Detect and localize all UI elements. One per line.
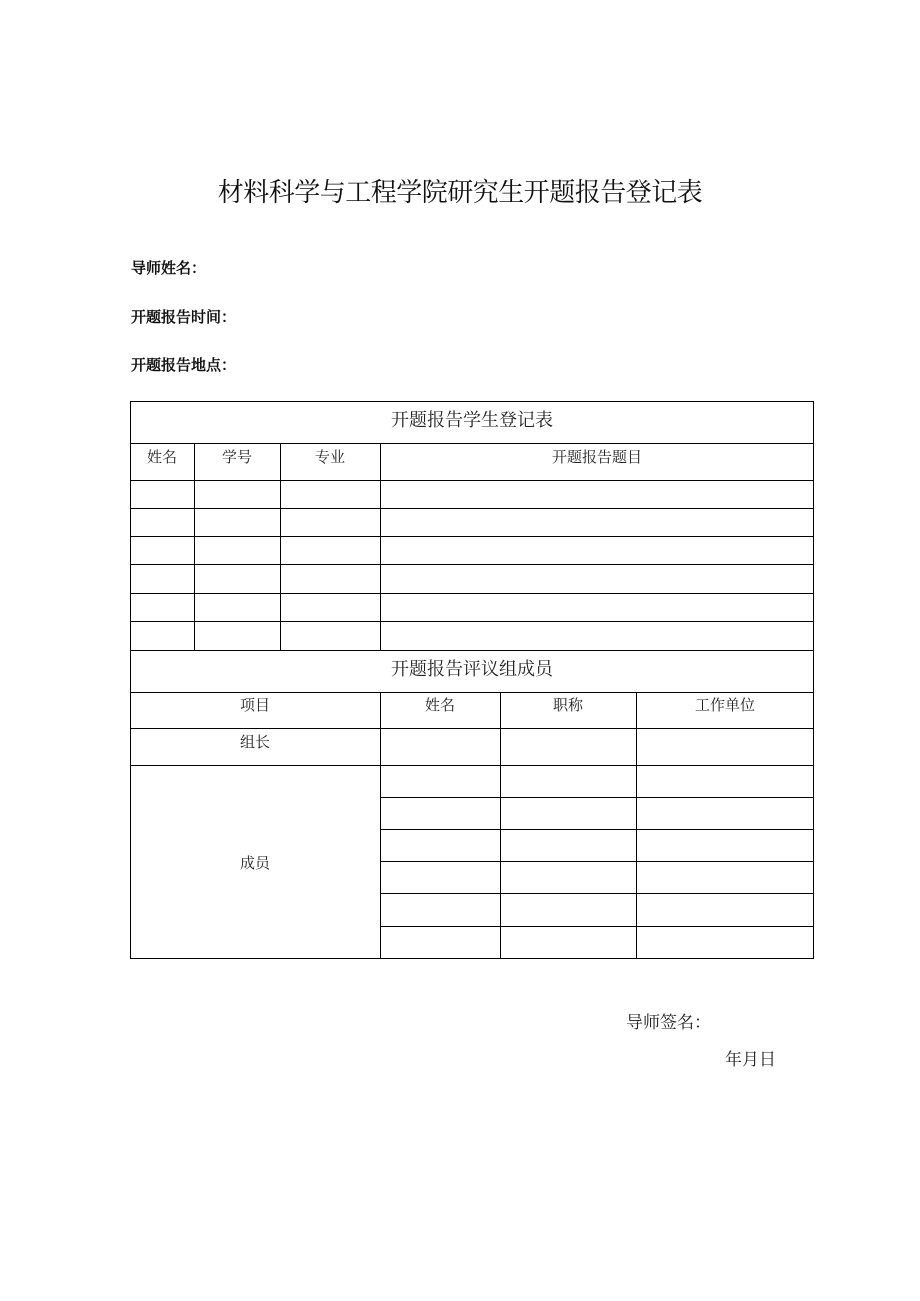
table-rule [380, 861, 814, 862]
advisor-name-label: 导师姓名： [131, 259, 207, 277]
table-rule [636, 692, 637, 959]
table-rule [130, 650, 814, 651]
table-rule [130, 564, 814, 565]
student-section-caption: 开题报告学生登记表 [391, 410, 553, 431]
table-rule [130, 728, 814, 729]
report-location-label: 开题报告地点： [131, 356, 237, 374]
table-rule [500, 692, 501, 959]
report-time-label: 开题报告时间： [131, 308, 237, 326]
committee-header-role: 项目 [239, 696, 270, 714]
signature-date-label: 年月日 [725, 1050, 776, 1070]
table-rule [380, 692, 381, 959]
table-rule [380, 797, 814, 798]
student-header-id: 学号 [221, 448, 252, 466]
leader-label: 组长 [239, 733, 270, 751]
page-title: 材料科学与工程学院研究生开题报告登记表 [217, 178, 703, 208]
table-rule [380, 443, 381, 650]
committee-header-name: 姓名 [424, 696, 455, 714]
advisor-signature-label: 导师签名： [626, 1013, 711, 1033]
table-border-bottom [130, 958, 814, 959]
table-rule [130, 593, 814, 594]
table-rule [130, 480, 814, 481]
table-rule [194, 443, 195, 650]
table-rule [130, 536, 814, 537]
table-rule [380, 893, 814, 894]
committee-section-caption: 开题报告评议组成员 [391, 659, 553, 680]
committee-header-title: 职称 [552, 696, 583, 714]
table-rule [130, 443, 814, 444]
table-rule [380, 829, 814, 830]
student-header-name: 姓名 [146, 448, 177, 466]
table-rule [130, 692, 814, 693]
committee-header-affiliation: 工作单位 [694, 696, 755, 714]
registration-table [130, 401, 814, 959]
member-label: 成员 [239, 854, 270, 872]
table-rule [130, 765, 814, 766]
student-header-major: 专业 [314, 448, 345, 466]
table-rule [280, 443, 281, 650]
table-rule [130, 508, 814, 509]
table-border-top [130, 401, 814, 402]
table-rule [380, 926, 814, 927]
student-header-topic: 开题报告题目 [551, 448, 642, 466]
table-rule [130, 621, 814, 622]
